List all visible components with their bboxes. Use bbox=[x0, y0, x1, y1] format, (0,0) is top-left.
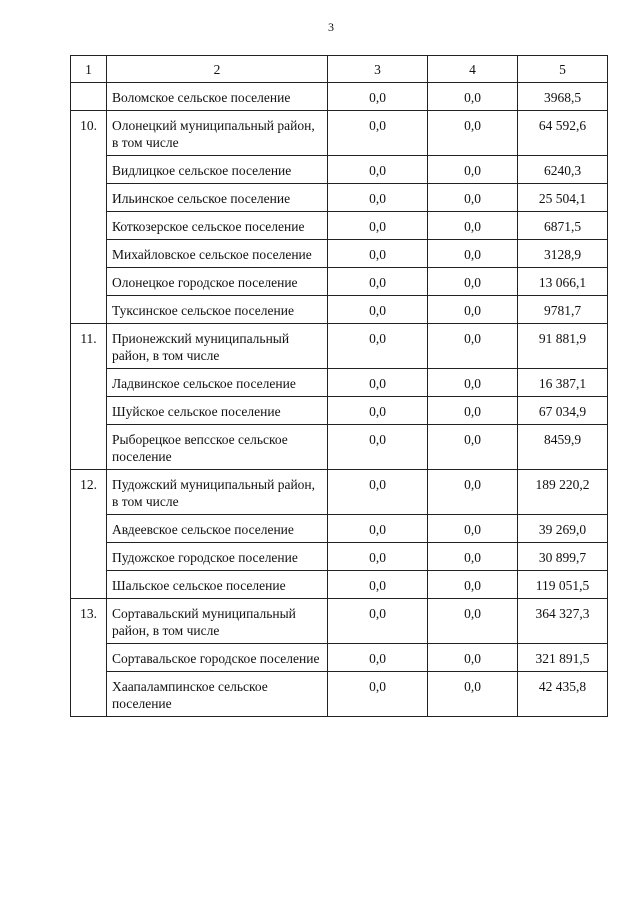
header-cell-3: 3 bbox=[328, 56, 428, 83]
row-value-col5: 9781,7 bbox=[518, 296, 608, 324]
row-number bbox=[71, 644, 107, 672]
row-name: Воломское сельское поселение bbox=[107, 83, 328, 111]
row-number bbox=[71, 156, 107, 184]
table-row bbox=[71, 543, 608, 571]
row-number bbox=[71, 296, 107, 324]
row-number bbox=[71, 369, 107, 397]
row-value-col5: 364 327,3 bbox=[518, 599, 608, 644]
row-value-col3: 0,0 bbox=[328, 296, 428, 324]
row-name: Пудожский муниципальный район, в том числе bbox=[107, 470, 328, 515]
table-row bbox=[71, 515, 608, 543]
row-value-col5: 67 034,9 bbox=[518, 397, 608, 425]
header-cell-2: 2 bbox=[107, 56, 328, 83]
row-value-col5: 321 891,5 bbox=[518, 644, 608, 672]
table-row bbox=[71, 324, 608, 369]
row-name: Туксинское сельское поселение bbox=[107, 296, 328, 324]
row-value-col3: 0,0 bbox=[328, 599, 428, 644]
page-number: 3 bbox=[328, 20, 334, 34]
row-value-col4: 0,0 bbox=[428, 515, 518, 543]
row-value-col5: 25 504,1 bbox=[518, 184, 608, 212]
row-value-col5: 13 066,1 bbox=[518, 268, 608, 296]
table-row bbox=[71, 571, 608, 599]
row-value-col4: 0,0 bbox=[428, 644, 518, 672]
row-number bbox=[71, 83, 107, 111]
table-row bbox=[71, 111, 608, 156]
row-value-col4: 0,0 bbox=[428, 212, 518, 240]
row-value-col4: 0,0 bbox=[428, 324, 518, 369]
row-number bbox=[71, 425, 107, 470]
row-value-col3: 0,0 bbox=[328, 111, 428, 156]
row-name: Авдеевское сельское поселение bbox=[107, 515, 328, 543]
row-value-col4: 0,0 bbox=[428, 296, 518, 324]
row-value-col5: 119 051,5 bbox=[518, 571, 608, 599]
table-row bbox=[71, 369, 608, 397]
table-row bbox=[71, 268, 608, 296]
row-name: Пудожское городское поселение bbox=[107, 543, 328, 571]
row-name: Шальское сельское поселение bbox=[107, 571, 328, 599]
row-value-col3: 0,0 bbox=[328, 543, 428, 571]
row-value-col5: 64 592,6 bbox=[518, 111, 608, 156]
row-value-col5: 16 387,1 bbox=[518, 369, 608, 397]
row-value-col5: 6240,3 bbox=[518, 156, 608, 184]
table-row bbox=[71, 425, 608, 470]
row-value-col3: 0,0 bbox=[328, 425, 428, 470]
row-name: Олонецкий муниципальный район, в том числе bbox=[107, 111, 328, 156]
row-name: Михайловское сельское поселение bbox=[107, 240, 328, 268]
row-value-col5: 39 269,0 bbox=[518, 515, 608, 543]
row-value-col3: 0,0 bbox=[328, 397, 428, 425]
row-name: Прионежский муниципальный район, в том числе bbox=[107, 324, 328, 369]
row-value-col4: 0,0 bbox=[428, 571, 518, 599]
row-value-col4: 0,0 bbox=[428, 543, 518, 571]
row-number: 13. bbox=[71, 599, 107, 644]
row-name: Сортавальское городское поселение bbox=[107, 644, 328, 672]
budget-table bbox=[70, 55, 608, 717]
row-name: Олонецкое городское поселение bbox=[107, 268, 328, 296]
row-value-col4: 0,0 bbox=[428, 184, 518, 212]
row-value-col5: 3128,9 bbox=[518, 240, 608, 268]
row-value-col3: 0,0 bbox=[328, 212, 428, 240]
row-value-col4: 0,0 bbox=[428, 268, 518, 296]
row-value-col4: 0,0 bbox=[428, 672, 518, 717]
row-value-col4: 0,0 bbox=[428, 83, 518, 111]
row-name: Хаапалампинское сельское поселение bbox=[107, 672, 328, 717]
row-value-col3: 0,0 bbox=[328, 515, 428, 543]
row-value-col5: 189 220,2 bbox=[518, 470, 608, 515]
row-name: Рыборецкое вепсское сельское поселение bbox=[107, 425, 328, 470]
row-number bbox=[71, 672, 107, 717]
row-value-col4: 0,0 bbox=[428, 425, 518, 470]
table-row bbox=[71, 156, 608, 184]
row-value-col5: 6871,5 bbox=[518, 212, 608, 240]
row-value-col4: 0,0 bbox=[428, 156, 518, 184]
row-name: Видлицкое сельское поселение bbox=[107, 156, 328, 184]
row-name: Ильинское сельское поселение bbox=[107, 184, 328, 212]
row-value-col4: 0,0 bbox=[428, 470, 518, 515]
table-row bbox=[71, 644, 608, 672]
table-row bbox=[71, 296, 608, 324]
row-number: 12. bbox=[71, 470, 107, 515]
table-row bbox=[71, 83, 608, 111]
row-number bbox=[71, 543, 107, 571]
row-value-col3: 0,0 bbox=[328, 571, 428, 599]
row-value-col4: 0,0 bbox=[428, 397, 518, 425]
row-value-col3: 0,0 bbox=[328, 184, 428, 212]
row-number: 11. bbox=[71, 324, 107, 369]
row-number bbox=[71, 240, 107, 268]
row-number: 10. bbox=[71, 111, 107, 156]
row-number bbox=[71, 212, 107, 240]
row-value-col3: 0,0 bbox=[328, 324, 428, 369]
table-row bbox=[71, 470, 608, 515]
header-cell-5: 5 bbox=[518, 56, 608, 83]
row-value-col5: 91 881,9 bbox=[518, 324, 608, 369]
row-name: Ладвинское сельское поселение bbox=[107, 369, 328, 397]
row-name: Шуйское сельское поселение bbox=[107, 397, 328, 425]
row-value-col4: 0,0 bbox=[428, 369, 518, 397]
row-value-col3: 0,0 bbox=[328, 672, 428, 717]
row-value-col3: 0,0 bbox=[328, 470, 428, 515]
table-row bbox=[71, 184, 608, 212]
row-value-col3: 0,0 bbox=[328, 644, 428, 672]
header-cell-4: 4 bbox=[428, 56, 518, 83]
row-value-col5: 8459,9 bbox=[518, 425, 608, 470]
row-value-col3: 0,0 bbox=[328, 240, 428, 268]
row-value-col4: 0,0 bbox=[428, 111, 518, 156]
row-value-col5: 3968,5 bbox=[518, 83, 608, 111]
row-value-col3: 0,0 bbox=[328, 156, 428, 184]
row-value-col3: 0,0 bbox=[328, 369, 428, 397]
row-value-col3: 0,0 bbox=[328, 268, 428, 296]
table-header-row bbox=[71, 56, 608, 83]
table-row bbox=[71, 672, 608, 717]
row-name: Сортавальский муниципальный район, в том числе bbox=[107, 599, 328, 644]
table-row bbox=[71, 240, 608, 268]
table-row bbox=[71, 397, 608, 425]
row-number bbox=[71, 397, 107, 425]
header-cell-1: 1 bbox=[71, 56, 107, 83]
row-number bbox=[71, 571, 107, 599]
row-value-col4: 0,0 bbox=[428, 599, 518, 644]
table-row bbox=[71, 212, 608, 240]
row-number bbox=[71, 268, 107, 296]
row-value-col5: 42 435,8 bbox=[518, 672, 608, 717]
row-value-col3: 0,0 bbox=[328, 83, 428, 111]
row-value-col5: 30 899,7 bbox=[518, 543, 608, 571]
row-value-col4: 0,0 bbox=[428, 240, 518, 268]
row-name: Коткозерское сельское поселение bbox=[107, 212, 328, 240]
table-row bbox=[71, 599, 608, 644]
row-number bbox=[71, 515, 107, 543]
row-number bbox=[71, 184, 107, 212]
